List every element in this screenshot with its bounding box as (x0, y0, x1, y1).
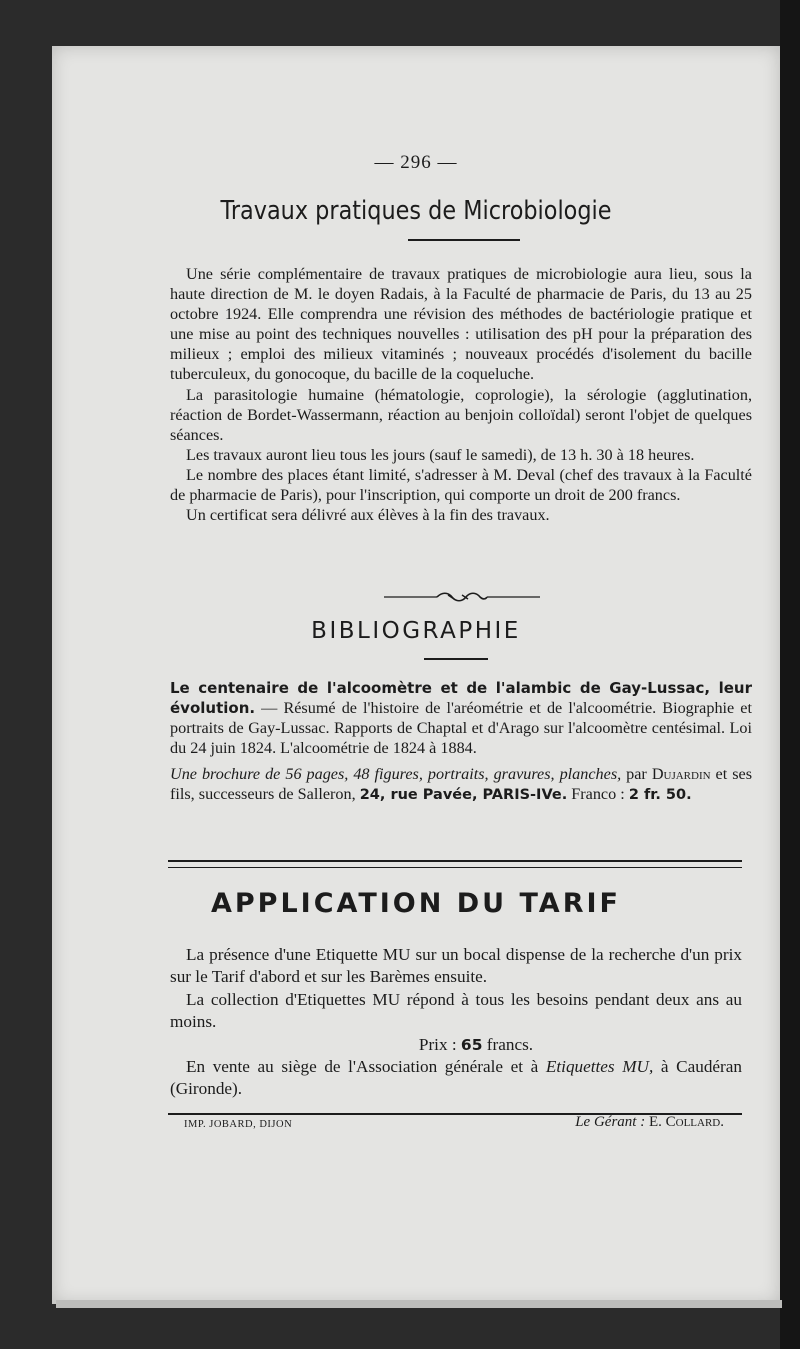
book-summary: — Résumé de l'histoire de l'aréométrie et de l'alcoométrie. Biographie et portraits de Gay-Lussac. Rapports de Chaptal et d'Arago sur l'alcoomètre centésimal. Loi du 24 juin 1824. L'alcoométrie de 1824 à 1884. (170, 699, 752, 758)
franco-label: Franco : (571, 785, 629, 804)
document-page (52, 46, 780, 1304)
paragraph: Une série complémentaire de travaux pratiques de microbiologie aura lieu, sous la haute direction de M. le doyen Radais, à la Faculté de pharmacie de Paris, du 13 au 25 octobre 1924. Elle comprendra une révision des méthodes de bactériologie pratique et une mise au point des techniques nouvelles : utilisation des pH pour la préparation des milieux ; emploi des milieux vitaminés ; nouveaux procédés d'isolement du bacille tuberculeux, du gonocoque, du bacille de la coqueluche. (170, 265, 752, 384)
tarif-body (170, 944, 742, 1101)
ornament-divider (382, 591, 542, 603)
paragraph: Les travaux auront lieu tous les jours (sauf le samedi), de 13 h. 30 à 18 heures. (186, 445, 695, 464)
brochure-par: par (621, 765, 652, 784)
sale-text: En vente au siège de l'Association générale et à (186, 1057, 546, 1077)
brochure-details: Une brochure de 56 pages, 48 figures, portraits, gravures, planches, (170, 765, 622, 784)
microbiologie-body (170, 264, 752, 525)
microbiologie-heading: Travaux pratiques de Microbiologie (220, 196, 612, 226)
sale-location: à Caudéran (Gironde). (170, 1057, 742, 1099)
printer-imprint: IMP. JOBARD, DIJON (184, 1119, 293, 1130)
paragraph: La collection d'Etiquettes MU répond à tous les besoins pendant deux ans au moins. (170, 989, 742, 1032)
book-title: Le centenaire de l'alcoomètre et de l'alambic de Gay-Lussac, leur évolution. (170, 679, 752, 718)
publisher-address: 24, rue Pavée, PARIS-IVe. (359, 787, 568, 804)
book-description (170, 678, 752, 758)
bibliographie-entry (170, 678, 752, 806)
publisher-rest: et ses fils, successeurs de Salleron, (170, 765, 752, 804)
page-number: — 296 — (374, 152, 458, 173)
gerant-name: E. Collard. (645, 1114, 724, 1130)
heading-underline (408, 239, 520, 241)
paragraph: Le nombre des places étant limité, s'adresser à M. Deval (chef des travaux à la Faculté de pharmacie de Paris), pour l'inscription, qui comporte un droit de 200 francs. (170, 465, 752, 505)
paragraph (170, 1056, 742, 1101)
heading-underline (424, 658, 488, 660)
gerant-label: Le Gérant : (575, 1114, 646, 1130)
brochure-info (170, 764, 752, 805)
sale-brand: Etiquettes MU, (545, 1057, 654, 1077)
franco-value: 2 fr. 50. (628, 787, 692, 804)
tarif-heading: APPLICATION DU TARIF (211, 888, 621, 919)
paragraph: Un certificat sera délivré aux élèves à la fin des travaux. (186, 506, 550, 525)
bibliographie-heading: BIBLIOGRAPHIE (311, 618, 521, 644)
page-edge-shadow (56, 1300, 782, 1308)
price-unit: francs. (482, 1034, 534, 1054)
scan-edge (780, 0, 800, 1349)
paragraph: La présence d'une Etiquette MU sur un bocal dispense de la recherche d'un prix sur le Tarif d'abord et sur les Barèmes ensuite. (170, 945, 742, 987)
price-line (170, 1034, 742, 1056)
paragraph: La parasitologie humaine (hématologie, coprologie), la sérologie (agglutination, réaction de Bordet-Wassermann, réaction au benjoin colloïdal) seront l'objet de quelques séances. (170, 385, 752, 444)
price-label: Prix : (418, 1034, 461, 1054)
section-separator (168, 860, 742, 868)
price-value: 65 (460, 1035, 483, 1054)
publisher-name: Dujardin (651, 765, 711, 784)
gerant-signature (575, 1114, 724, 1131)
